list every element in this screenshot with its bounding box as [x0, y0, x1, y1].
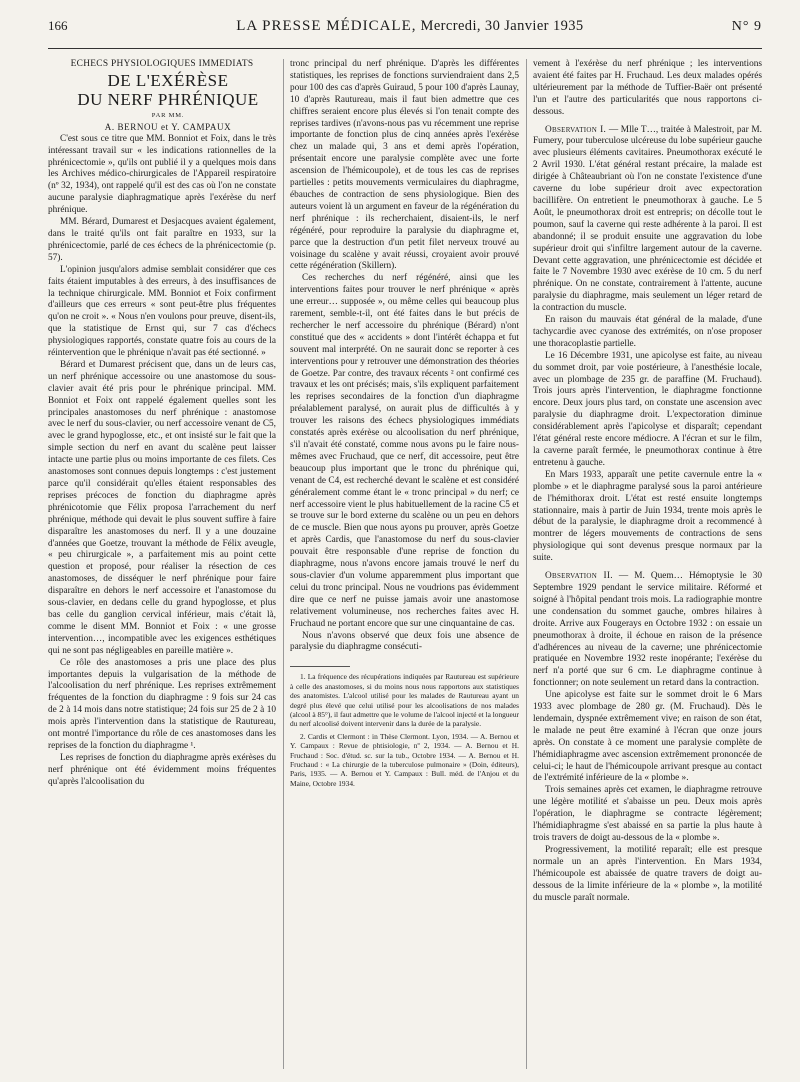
- column-1: [48, 59, 276, 1069]
- journal-name: LA PRESSE MÉDICALE,: [236, 18, 417, 34]
- observation-label: Observation I.: [545, 124, 607, 135]
- paragraph: Trois semaines après cet examen, le diaphragme retrouve une légère motilité et s'abaisse un peu. Deux mois après l'opération, le diaphragme se contracte légèrement; l'hémidiaphragme s'est abaissé en sa partie la plus haute à trois travers de doigt au-dessous de la « plombe ».: [533, 785, 762, 843]
- footnote-rule: [290, 666, 350, 667]
- issue-date: Mercredi, 30 Janvier 1935: [420, 18, 584, 34]
- paragraph: Nous n'avons observé que deux fois une absence de paralysie du diaphragme consécuti-: [290, 630, 519, 653]
- observation-2: [533, 571, 762, 690]
- paragraph: En Mars 1933, apparaît une petite cavernule entre la « plombe » et le diaphragme paralysé sous la paroi antérieure de l'hémithorax droit. L'état est resté ensuite longtemps stationnaire, mais à partir de Juin 1934, trente mois après le début de la paralysie, le diaphragme droit a recommencé à montrer de légers mouvements de contractions de sens physiologique qui sont devenus presque normaux par la suite.: [533, 469, 762, 564]
- paragraph: L'opinion jusqu'alors admise semblait considérer que ces faits étaient imputables à des erreurs, à des insuffisances de la technique chirurgicale. MM. Bonniot et Foix confirment d'ailleurs que ces erreurs « sont peut-être plus fréquentes qu'on ne croit ». « Nous n'en voulons pour preuve, disent-ils, que la statistique de Ernst qui, sur 7 cas d'échecs physiologiques rapportés, constate quatre fois au cours de la réintervention que le phrénique n'avait pas été sectionné. »: [48, 264, 276, 359]
- running-title: [236, 18, 583, 35]
- column-2: [283, 59, 519, 1069]
- paragraph: tronc principal du nerf phrénique. D'après les différentes statistiques, les reprises de fonctions surviendraient dans 2,5 pour 100 des cas d'après Guiraud, 5 pour 100 d'après Launay, 10 d'après Rautureau, mais il faut bien admettre que ces chiffres seraient encore plus élevés si l'on tenait compte des reprises tardives (n'avons-nous pas vu récemment une reprise importante de fonction plus de cinq années après l'exérèse chez un malade qui, 3 ans et demi après l'opération, présentait encore une paralysie complète avec une forte ascension de l'hémicoupole), et de tous les cas de reprises partielles : petits mouvements vermiculaires du diaphragme, ébauches de contraction de sens physiologique. Bien des auteurs voient là un argument en faveur de la régénération du nerf phrénique : ils recherchaient, disaient-ils, le nerf régénéré, pour reproduire la paralysie du diaphragme et, parce que la destruction d'un petit filet nerveux trouvé au voisinage du scalène y avait réussi, croyaient avoir prouvé cette régénération (Skillern).: [290, 59, 519, 272]
- observation-1: [533, 125, 762, 316]
- article-title-line-1: DE L'EXÉRÈSE: [107, 70, 229, 90]
- article-kicker: ÉCHECS PHYSIOLOGIQUES IMMÉDIATS: [70, 59, 254, 69]
- footnotes: [290, 672, 519, 788]
- paragraph: C'est sous ce titre que MM. Bonniot et Foix, dans le très intéressant travail sur « les indications rationnelles de la phrénicectomie », qu'ils ont publié il y a quelques mois dans les Archives médico-chirurgicales de l'Appareil respiratoire (nº 32, 1934), ont rappelé qu'il est des cas où l'on ne constate aucune paralysie diaphragmatique après l'exérèse du nerf phrénique.: [48, 133, 276, 216]
- paragraph: vement à l'exérèse du nerf phrénique ; les interventions avaient été faites par H. Fruchaud. Les deux malades opérés ultérieurement par la méthode de Tuffier-Baër ont présenté l'un et l'autre des particularités que nous rapportons ci-dessous.: [533, 59, 762, 117]
- footnote-2: 2. Cardis et Clermont : in Thèse Clermont. Lyon, 1934. — A. Bernou et Y. Campaux : Revue de phtisiologie, nº 2, 1934. — A. Bernou et H. Fruchaud : Soc. d'étud. sc. sur la tub., Octobre 1934. — A. Bernou et H. Fruchaud : « La chirurgie de la tuberculose pulmonaire » (Doin, éditeurs), Paris, 1935. — A. Bernou et Y. Campaux : Bull. méd. de l'Anjou et du Maine, Octobre 1934.: [290, 731, 519, 788]
- observation-text: — Mlle T…, traitée à Malestroit, par M. Fumery, pour tuberculose ulcéreuse du lobe supérieur gauche avec plusieurs éléments cavitaires. Pneumothorax exécuté le 2 Avril 1930. L'état général restant précaire, la malade est dirigée à Châteaubriant où l'on ne constate l'existence d'une caverne du lobe supérieur droit avec expectoration bacillifère. On entretient le pneumothorax à gauche. Le 5 Août, le pneumothorax droit est entrepris; on décolle tout le poumon, sauf la caverne qui reste adhérente à la paroi. Il est abandonné; il se produit ensuite une aggravation du lobe supérieur droit qui s'infiltre largement autour de la caverne. Devant cette aggravation, une phrénicectomie est décidée et faite le 7 Novembre 1930 avec exérèse de 10 cm. 5 du nerf phrénique. On ne constate, contrairement à l'attente, aucune paralysie du diaphragme, mais seulement un léger retard de la contraction du muscle.: [533, 124, 762, 314]
- paragraph: Progressivement, la motilité reparaît; elle est presque normale un an après l'intervention. En Mars 1934, l'hémicoupole est abaissée de quatre travers de doigt au-dessous de la limite inférieure de la « plombe », la motilité du muscle paraît normale.: [533, 844, 762, 903]
- byline-par: PAR MM.: [151, 111, 185, 119]
- running-header: [48, 18, 762, 49]
- page-number: 166: [48, 18, 68, 33]
- observation-label: Observation II.: [545, 571, 613, 582]
- article-title-line-2: DU NERF PHRÉNIQUE: [77, 89, 259, 109]
- issue-number: N° 9: [731, 19, 762, 34]
- paragraph: Ce rôle des anastomoses a pris une place des plus importantes depuis la vulgarisation de la méthode de l'alcoolisation du nerf phrénique. Les reprises extrêmement fréquentes de la fonction du diaphragme : 9 fois sur 24 cas de 2 à 14 mois dans notre statistique; 24 fois sur 25 de 2 à 10 mois après l'intervention dans la statistique de Rautureau, ont montré l'importance du rôle de ces anastomoses dans les reprises de la fonction du diaphragme ¹.: [48, 657, 276, 751]
- paragraph: Bérard et Dumarest précisent que, dans un de leurs cas, un nerf phrénique accessoire ou une anastomose du sous-clavier avait été pris pour le phrénique principal. MM. Bonniot et Foix ont rappelé également quelles sont les principales anastomoses du nerf phrénique : anastomose avec le nerf du sous-clavier, ou nerf accessoire venant de C5, avec le grand hypoglosse, etc., et ont insisté sur le fait que la simple section du nerf en avant du scalène peut laisser intacte une partie plus ou moins importante de ces filets. Ces anastomoses sont connues depuis longtemps : c'est justement parce qu'il considérait qu'elles étaient responsables des reprises précoces de fonction du diaphragme après phrénicotomie que Félix proposa l'arrachement du nerf phrénique, méthode qui devait le plus souvent suffire à faire disparaître les anastomoses du nerf. Il y a une douzaine d'années que Goetze, trouvant la méthode de Félix aveugle, « peu chirurgicale », a parfaitement mis au point cette question et proposé, pour réaliser la résection de ces anastomoses, de disséquer le nerf phrénique pour faire disparaître en dehors le nerf accessoire et l'anastomose du sous-clavier, en dedans celle du grand hypoglosse, et plus bas celle du ganglion cervical inférieur, mais c'était là, comme le disent MM. Bonniot et Foix : « une grosse intervention…, incompatible avec les exigences esthétiques qui ne sont pas négligeables en pareille matière ».: [48, 359, 276, 656]
- observation-text: — M. Quem… Hémoptysie le 30 Septembre 1929 pendant le service militaire. Réformé et soigné à l'hôpital pendant trois mois. La radiographie montre une condensation du sommet gauche, ombres hilaires à droite. Arrive aux Fougerays en Octobre 1932 : on essaie un pneumothorax à droite, il échoue en raison de la présence d'adhérences au niveau de la caverne; une phrénicectomie pratiquée en Novembre 1932 reste inopérante; l'exérèse du nerf n'a porté que sur 6 cm. Le diaphragme continue à fonctionner; on note seulement un retard dans la contraction.: [533, 571, 762, 689]
- paragraph: Ces recherches du nerf régénéré, ainsi que les interventions faites pour trouver le nerf phrénique « après une erreur… supposée », ou même celles qui beaucoup plus rarement, semble-t-il, ont été faites dans le but précis de rechercher le nerf accessoire du phrénique (Bérard) n'ont constitué que des « accidents » dont l'intérêt échappa et fut souvent mal interprété. On ne saurait donc se reporter à ces interventions pour y retrouver une démonstration des théories de Goetze. Par contre, des travaux récents ² ont confirmé ces travaux et les ont précisés; mais, s'ils expliquent parfaitement les reprises secondaires de la fonction d'un diaphragme préalablement paralysé, on aurait plus de difficultés à y trouver les raisons des échecs physiologiques immédiats constatés après exérèse ou alcoolisation du nerf phrénique, s'il n'avait été constaté, comme nous avons pu le faire nous-mêmes avec Fruchaud, que ce nerf, dit accessoire, peut être beaucoup plus important que le tronc du phrénique qui, venant de C4, est recherché devant le scalène et est considéré généralement comme étant le « tronc principal » du nerf; ce nerf accessoire vient le plus habituellement de la racine C5 et se trouve sur le bord externe du scalène ou un peu en dehors de ce muscle. Bien que nous ayons pu prouver, après Goetze et après Cardis, que l'anastomose du nerf du sous-clavier pouvait être responsable d'une reprise de fonction du diaphragme, nous n'avons encore jamais trouvé le nerf du sous-clavier d'un volume apparemment plus important que celui du tronc principal. Nous ne voudrions pas évidemment dire que ce nerf ne puisse jamais avoir une anastomose relativement volumineuse, nos recherches faites avec H. Fruchaud ne portant encore que sur une cinquantaine de cas.: [290, 273, 519, 629]
- paragraph: Les reprises de fonction du diaphragme après exérèses du nerf phrénique ont été évidemment moins fréquentes qu'après l'alcoolisation du: [48, 752, 276, 787]
- paragraph: Le 16 Décembre 1931, une apicolyse est faite, au niveau du sommet droit, par voie postérieure, à l'anesthésie locale, avec un plombage de 235 gr. de paraffine (M. Fruchaud). Trois jours après l'intervention, le diaphragme fonctionne encore. Deux jours plus tard, on constate une ascension avec paralysie du diaphragme droit. L'expectoration diminue considérablement après l'apicolyse et disparaît; cependant l'état général reste encore médiocre. A l'écran et sur le film, la caverne paraît fermée, le pneumothorax continue à être entretenu à gauche.: [533, 350, 762, 468]
- article-authors: A. BERNOU et Y. CAMPAUX: [104, 121, 232, 132]
- footnote-1: 1. La fréquence des récupérations indiquées par Rautureau est supérieure à celle des anastomoses, si du moins nous nous rapportons aux statistiques des anatomistes. L'alcool utilisé pour les malades de Rautureau ayant un degré plus élevé que celui utilisé pour les alcoolisations de nos malades (alcool à 85°), il faut admettre que le volume de l'alcool injecté et la longueur du nerf alcoolisé doivent intervenir dans la durée de la paralysie.: [290, 672, 519, 729]
- column-3: [526, 59, 762, 1069]
- paragraph: En raison du mauvais état général de la malade, d'une tachycardie avec cyanose des extrémités, on n'ose proposer une thoracoplastie partielle.: [533, 315, 762, 349]
- article-columns: [48, 59, 762, 1069]
- paragraph: Une apicolyse est faite sur le sommet droit le 6 Mars 1933 avec plombage de 280 gr. (M. Fruchaud). Dès le lendemain, dyspnée extrêmement vive; en raison de son état, le malade ne peut être examiné à l'écran que onze jours après. On constate à ce moment une paralysie complète de l'hémidiaphragme avec ascension extrêmement prononcée de celui-ci; le haut de l'hémicoupole arrivant presque au contact de l'extrémité inférieure de la « plombe ».: [533, 690, 762, 784]
- paragraph: MM. Bérard, Dumarest et Desjacques avaient également, dans le traité qu'ils ont fait paraître en 1933, sur la phrénicectomie, parlé de ces échecs de la phrénicectomie (p. 57).: [48, 217, 276, 263]
